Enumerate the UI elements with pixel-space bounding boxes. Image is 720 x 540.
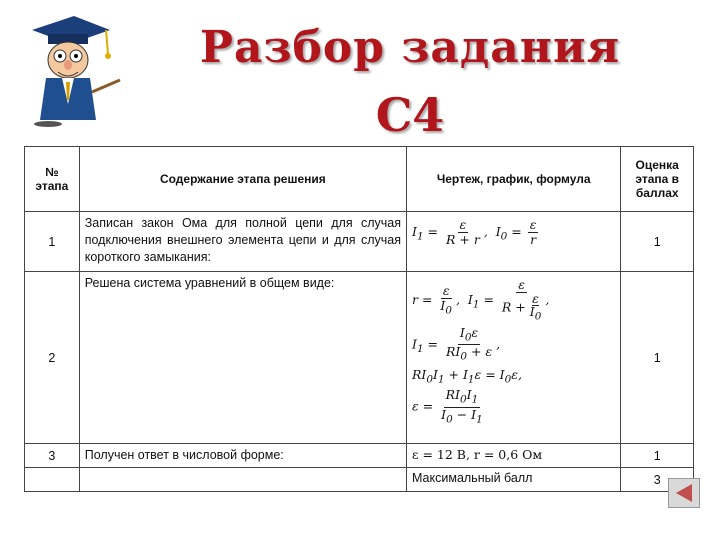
table-row bbox=[25, 444, 694, 468]
stage-content: Записан закон Ома для полной цепи для случая подключения внешнего элемента цепи и для случая короткого замыкания: bbox=[79, 212, 406, 272]
max-points-value: 3 bbox=[621, 468, 694, 492]
stage-number: 1 bbox=[25, 212, 80, 272]
assessment-table bbox=[24, 146, 694, 492]
header-stage-content: Содержание этапа решения bbox=[79, 147, 406, 212]
stage-number: 2 bbox=[25, 272, 80, 444]
emf-formula: ε = $\frac{RI_0I_1}{I_0 - I_1}$ bbox=[412, 387, 483, 425]
back-button[interactable] bbox=[668, 478, 700, 508]
stage-points: 1 bbox=[621, 444, 694, 468]
header-points: Оценка этапа в баллах bbox=[621, 147, 694, 212]
header-stage-number: № этапа bbox=[25, 147, 80, 212]
table-row bbox=[25, 468, 694, 492]
slide-title: Разбор задания bbox=[199, 22, 621, 73]
professor-mascot-image bbox=[12, 8, 124, 128]
equation-formula: $RI_0I_1 + I_1\varepsilon = I_0\varepsilon$, bbox=[412, 366, 522, 385]
max-points-label: Максимальный балл bbox=[407, 468, 621, 492]
header-formula: Чертеж, график, формула bbox=[407, 147, 621, 212]
answer-formula: ε = 12 В, r = 0,6 Ом bbox=[407, 444, 621, 468]
slide-subtitle: С4 bbox=[375, 88, 445, 142]
table-row bbox=[25, 212, 694, 272]
stage-content: Решена система уравнений в общем виде: bbox=[79, 272, 406, 444]
empty-cell bbox=[25, 468, 80, 492]
formula-cell bbox=[407, 212, 621, 272]
ohm-law-formulas: $I_1$ = $\frac{\varepsilon}{R + r}$ , $I_0$ = $\frac{\varepsilon}{r}$ bbox=[412, 217, 537, 247]
stage-content: Получен ответ в числовой форме: bbox=[79, 444, 406, 468]
stage-number: 3 bbox=[25, 444, 80, 468]
stage-points: 1 bbox=[621, 272, 694, 444]
current-formula: $I_1$ = $\frac{I_0\varepsilon}{RI_0 + \varepsilon}$ , bbox=[412, 324, 501, 363]
table-header-row bbox=[25, 147, 694, 212]
system-formula: r = $\frac{\varepsilon}{I_0}$ , $I_1$ = ε R + $\frac{\varepsilon}{I_0}$ , bbox=[412, 277, 550, 323]
empty-cell bbox=[79, 468, 406, 492]
formula-cell bbox=[407, 272, 621, 444]
table-row bbox=[25, 272, 694, 444]
back-triangle-icon bbox=[676, 484, 692, 502]
stage-points: 1 bbox=[621, 212, 694, 272]
